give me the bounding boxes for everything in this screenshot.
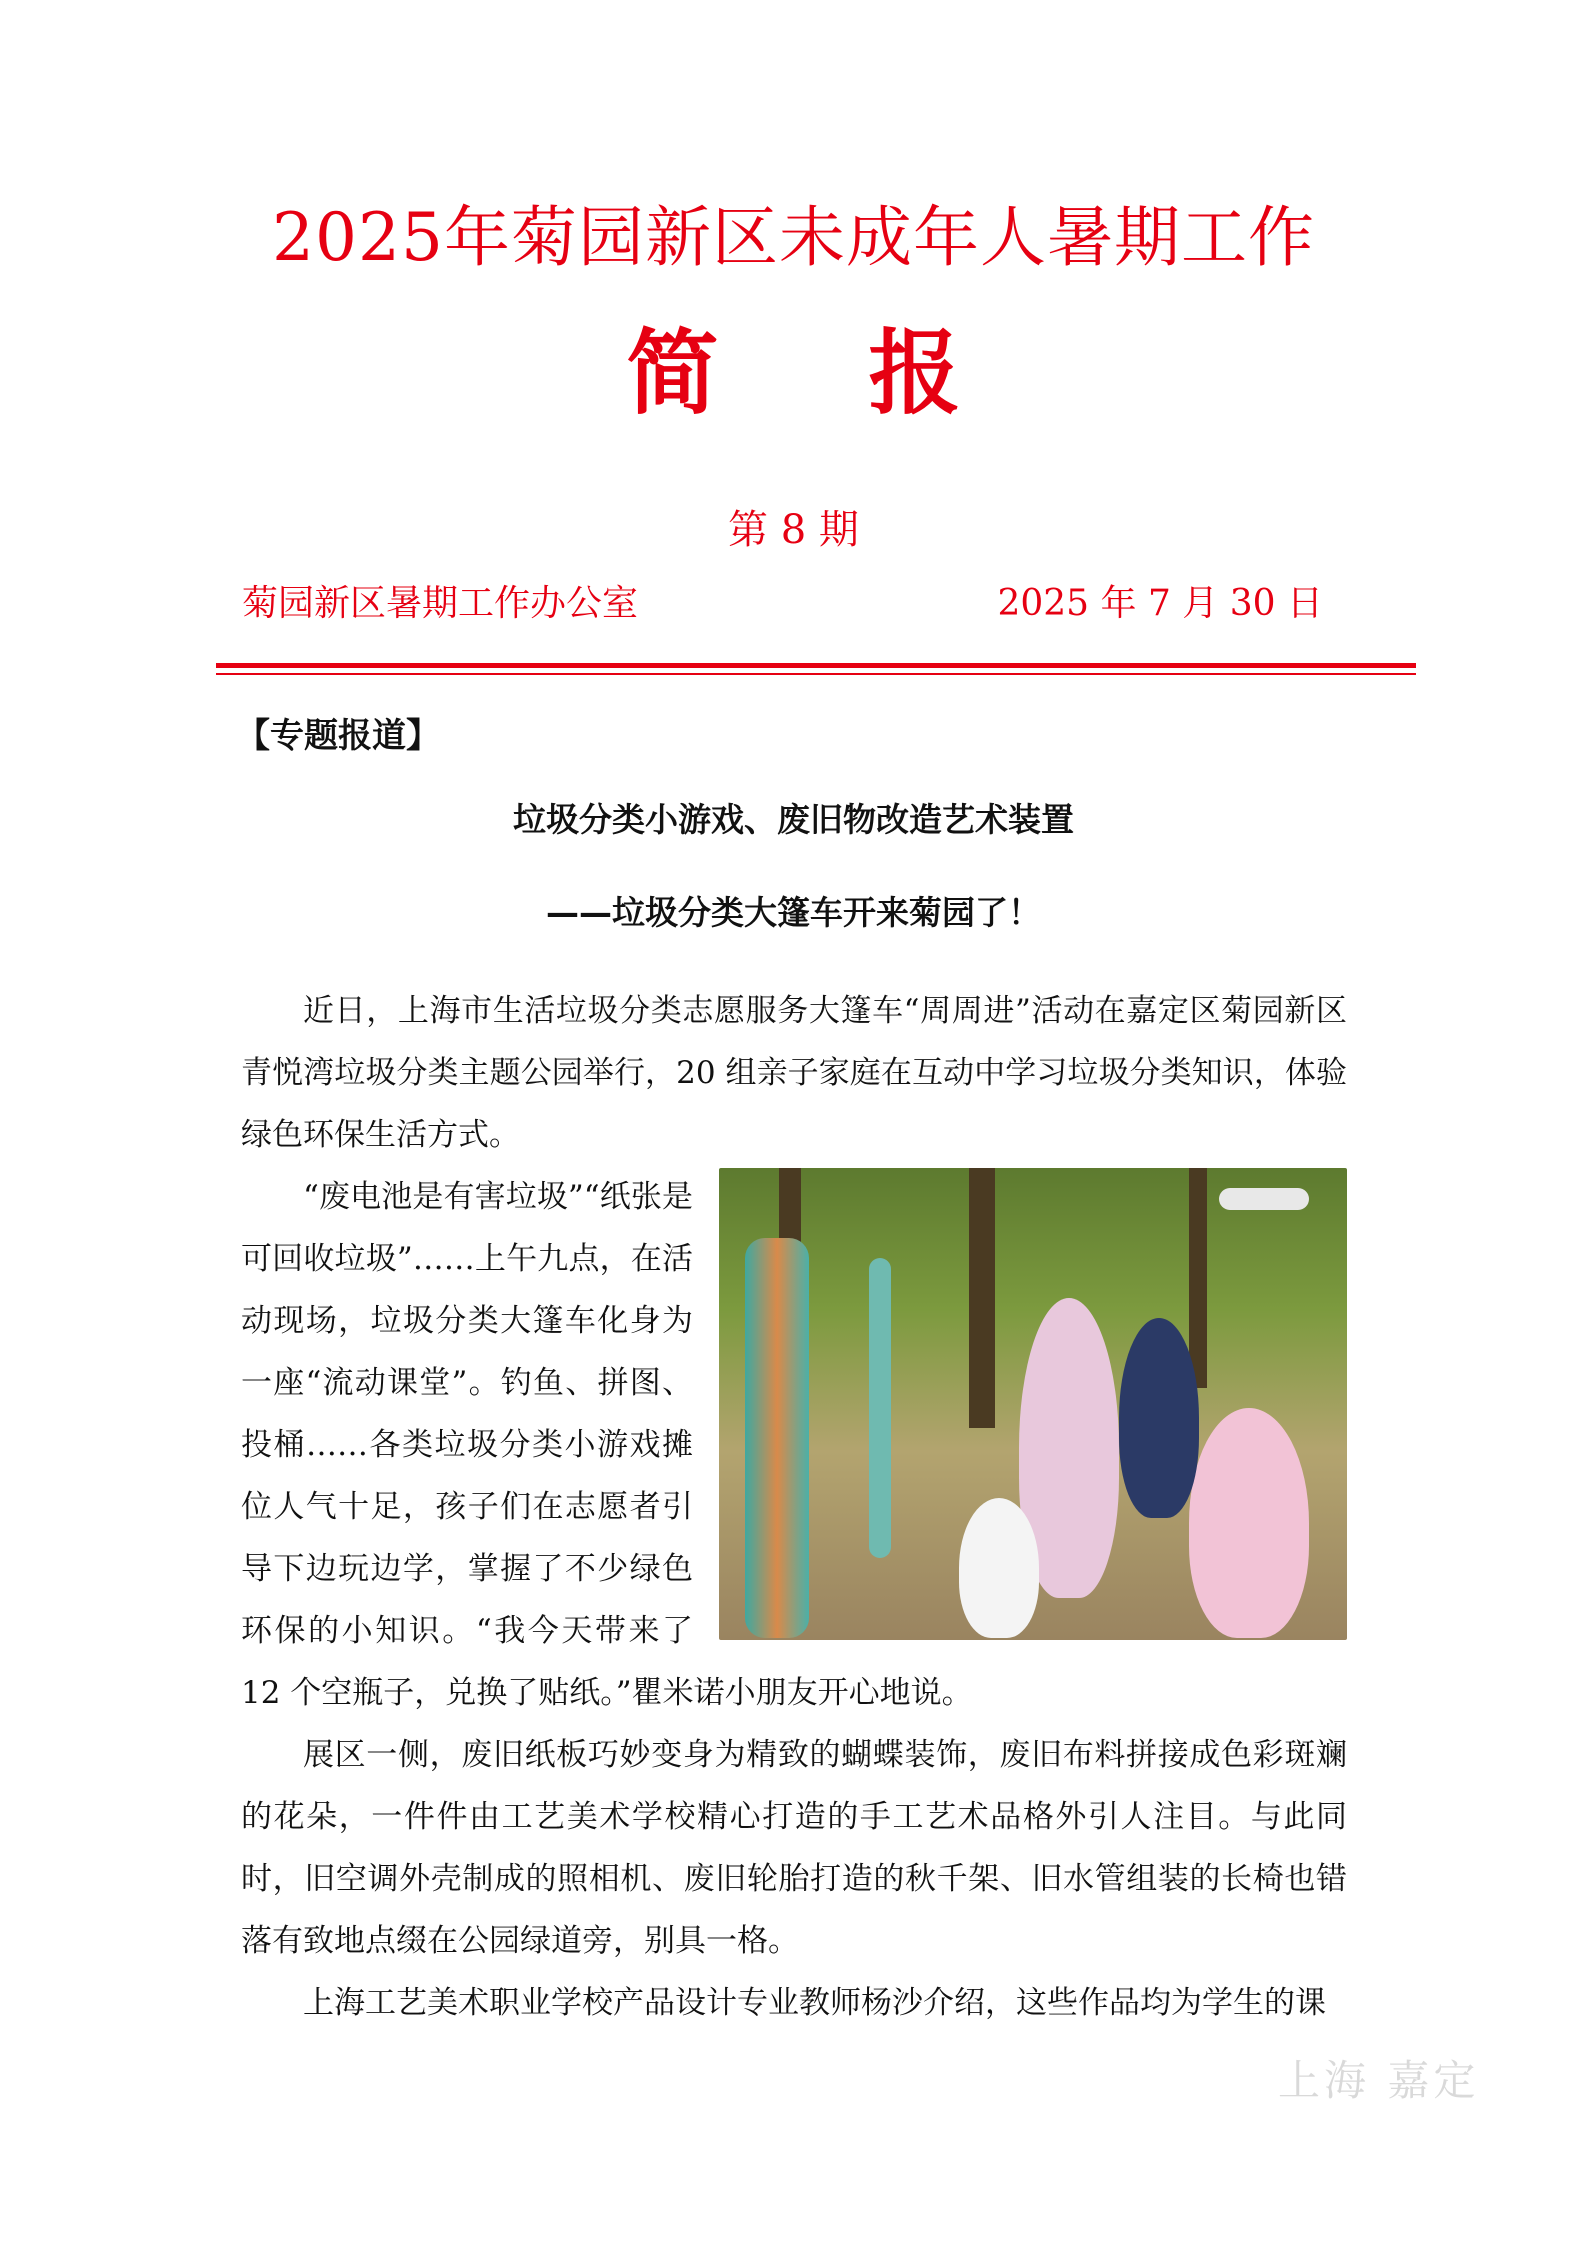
section-label: 【专题报道】 [236, 716, 440, 756]
paragraph: 近日，上海市生活垃圾分类志愿服务大篷车“周周进”活动在嘉定区菊园新区青悦湾垃圾分类主题公园举行，20 组亲子家庭在互动中学习垃圾分类知识，体验绿色环保生活方式。 [241, 993, 1347, 1153]
report-subtitle: 简报 [626, 319, 1111, 427]
header-rule-thick [216, 663, 1416, 668]
article-subheadline: ——垃圾分类大篷车开来菊园了！ [546, 893, 1041, 932]
paragraph: “废电池是有害垃圾”“纸张是可回收垃圾”……上午九点，在活动现场，垃圾分类大篷车化身为一座“流动课堂”。钓鱼、拼图、投桶……各类垃圾分类小游戏摊位人气十足，孩子们在志愿者引导下边玩边学，掌握了不少绿色环保的小知识。“我今天带来了 12 个空瓶子，兑换了贴纸。”瞿米诺小朋友开心地说。 [241, 1179, 973, 1711]
article-body [241, 980, 1347, 2034]
paragraph: 展区一侧，废旧纸板巧妙变身为精致的蝴蝶装饰，废旧布料拼接成色彩斑斓的花朵，一件件由工艺美术学校精心打造的手工艺术品格外引人注目。与此同时，旧空调外壳制成的照相机、废旧轮胎打造的秋千架、旧水管组装的长椅也错落有致地点缀在公园绿道旁，别具一格。 [241, 1737, 1347, 1959]
article-headline: 垃圾分类小游戏、废旧物改造艺术装置 [513, 800, 1074, 839]
report-title: 2025年菊园新区未成年人暑期工作 [272, 199, 1315, 276]
issue-number: 第 8 期 [728, 507, 859, 553]
paragraph: 上海工艺美术职业学校产品设计专业教师杨沙介绍，这些作品均为学生的课 [303, 1985, 1326, 2021]
issuing-office: 菊园新区暑期工作办公室 [242, 583, 639, 624]
watermark-logo: 上海 嘉定 [1278, 2056, 1480, 2105]
header-rule-thin [216, 673, 1416, 675]
event-photo [719, 1168, 1347, 1640]
issue-date: 2025 年 7 月 30 日 [997, 583, 1323, 624]
